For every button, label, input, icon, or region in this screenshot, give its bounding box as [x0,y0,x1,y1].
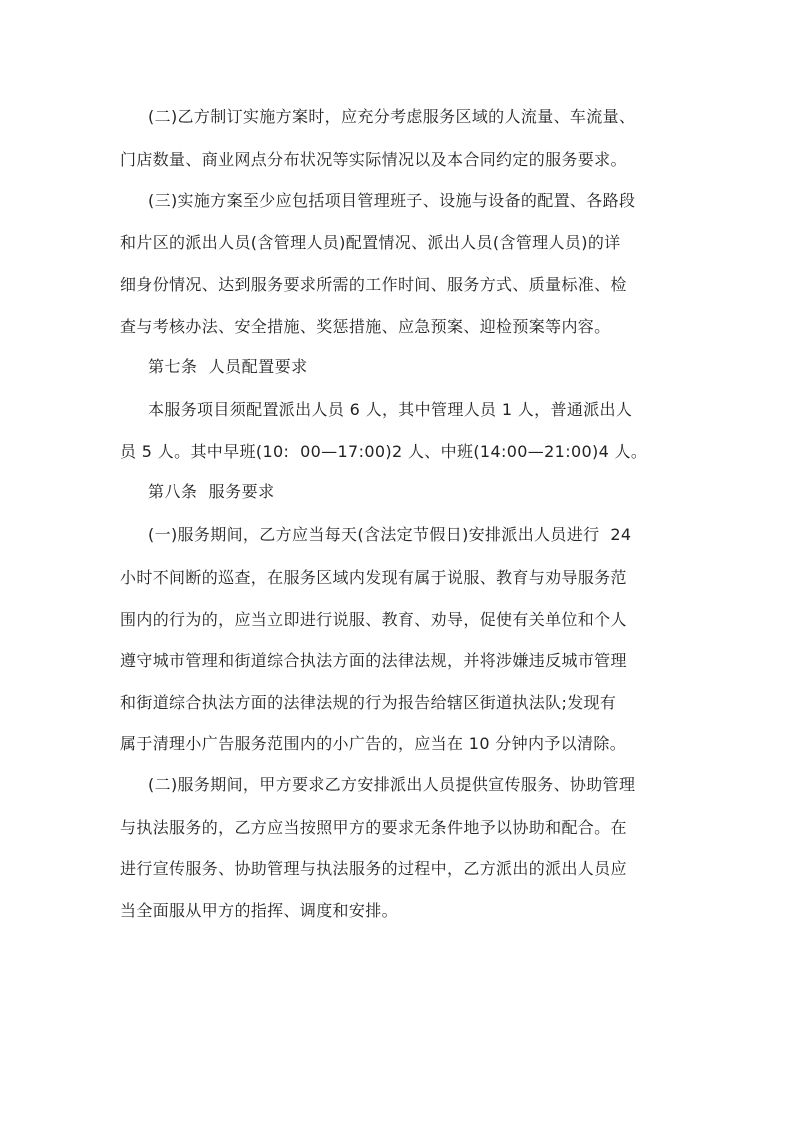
article-8-p1-line-1: (一)服务期间，乙方应当每天(含法定节假日)安排派出人员进行 24 [148,525,632,544]
paragraph-3-line-2: 和片区的派出人员(含管理人员)配置情况、派出人员(含管理人员)的详 [120,233,621,252]
article-7-heading: 第七条 人员配置要求 [148,357,308,376]
article-8-p2-line-1: (二)服务期间，甲方要求乙方安排派出人员提供宣传服务、协助管理 [148,775,636,794]
article-8-p2-line-4: 当全面服从甲方的指挥、调度和安排。 [120,901,398,920]
article-8-p1-line-2: 小时不间断的巡查，在服务区域内发现有属于说服、教育与劝导服务范 [120,568,627,587]
article-8-p2-line-3: 进行宣传服务、协助管理与执法服务的过程中，乙方派出的派出人员应 [120,859,627,878]
paragraph-3-line-1: (三)实施方案至少应包括项目管理班子、设施与设备的配置、各路段 [148,191,636,210]
article-8-p2-line-2: 与执法服务的，乙方应当按照甲方的要求无条件地予以协助和配合。在 [120,818,627,837]
article-7-line-2: 员 5 人。其中早班(10: 00—17:00)2 人、中班(14:00—21:00)4 人。 [120,442,648,461]
paragraph-2-line-2: 门店数量、商业网点分布状况等实际情况以及本合同约定的服务要求。 [120,150,627,169]
article-7-line-1: 本服务项目须配置派出人员 6 人，其中管理人员 1 人，普通派出人 [148,400,633,419]
article-8-p1-line-4: 遵守城市管理和街道综合执法方面的法律法规，并将涉嫌违反城市管理 [120,651,627,670]
paragraph-3-line-4: 查与考核办法、安全措施、奖惩措施、应急预案、迎检预案等内容。 [120,317,611,336]
article-8-p1-line-6: 属于清理小广告服务范围内的小广告的，应当在 10 分钟内予以清除。 [120,734,627,753]
article-8-p1-line-3: 围内的行为的，应当立即进行说服、教育、劝导，促使有关单位和个人 [120,610,627,629]
article-8-heading: 第八条 服务要求 [148,482,275,501]
paragraph-2-line-1: (二)乙方制订实施方案时，应充分考虑服务区域的人流量、车流量、 [148,107,636,126]
paragraph-3-line-3: 细身份情况、达到服务要求所需的工作时间、服务方式、质量标准、检 [120,275,627,294]
article-8-p1-line-5: 和街道综合执法方面的法律法规的行为报告给辖区街道执法队;发现有 [120,693,617,712]
